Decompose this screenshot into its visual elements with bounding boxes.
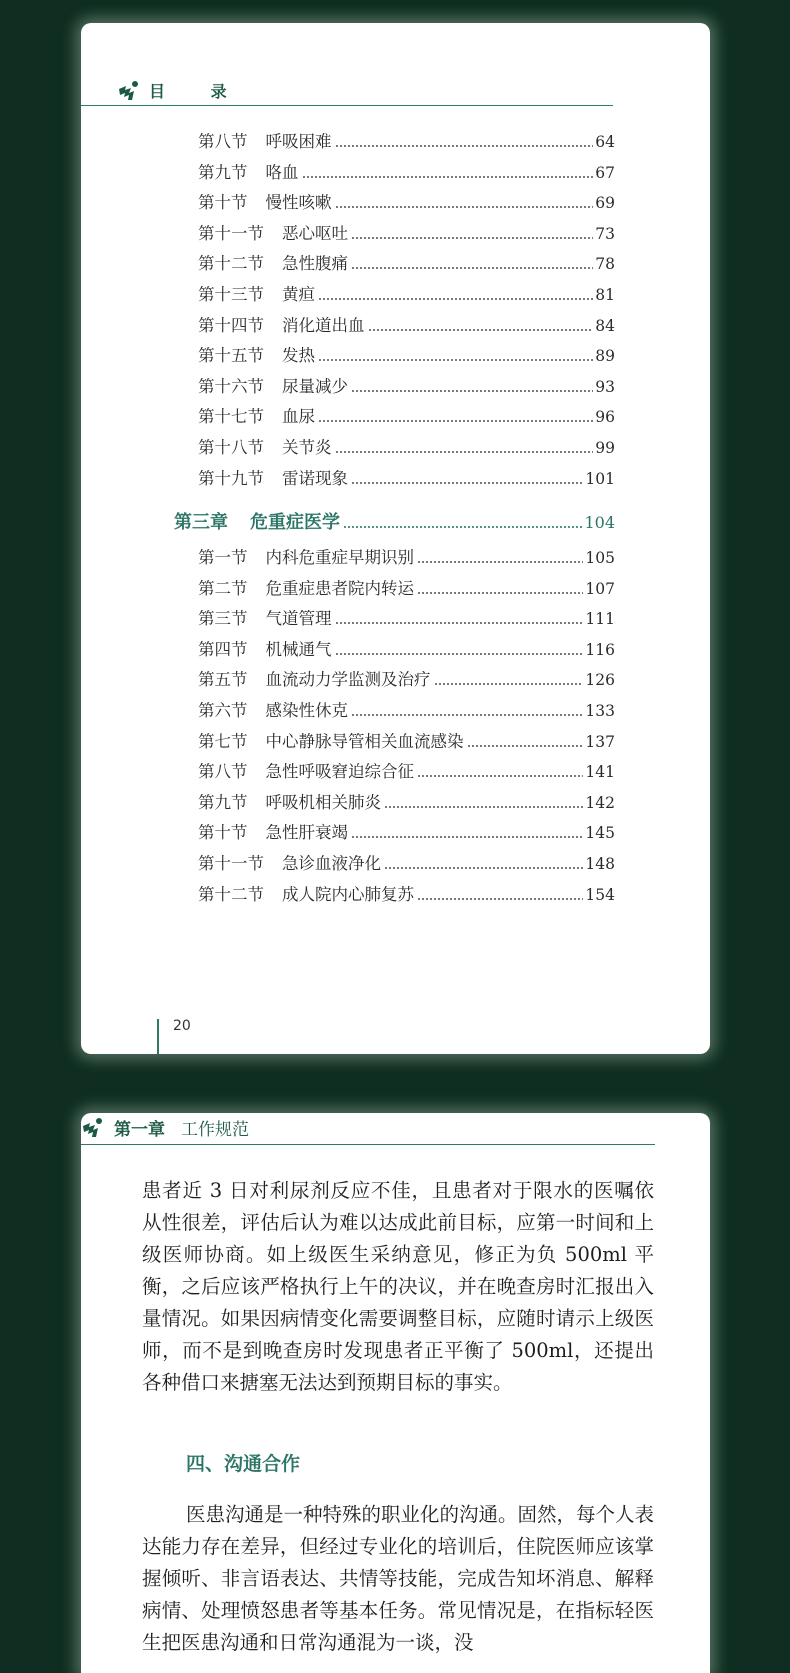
content-page (81, 1113, 710, 1673)
toc-entry (198, 223, 615, 245)
toc-leader-dots (368, 329, 594, 331)
toc-entry-title: 危重症医学 (250, 512, 340, 533)
toc-entry-title: 急性腹痛 (282, 254, 348, 274)
body-paragraph: 医患沟通是一种特殊的职业化的沟通。固然，每个人表达能力存在差异，但经过专业化的培训后，住院医师应该掌握倾听、非言语表达、共情等技能，完成告知坏消息、解释病情、处理愤怒患者等基本任务。常见情况是，在指标轻医生把医患沟通和日常沟通混为一谈，没 (142, 1503, 655, 1654)
toc-leader-dots (434, 683, 584, 685)
toc-entry-title: 雷诺现象 (282, 468, 348, 488)
toc-entry-page: 111 (585, 610, 615, 629)
toc-chapter-entry (174, 510, 615, 536)
toc-entry (198, 669, 615, 691)
toc-entry-page: 101 (585, 469, 615, 488)
toc-entry (198, 884, 615, 906)
toc-entry-title: 血流动力学监测及治疗 (265, 670, 431, 690)
toc-entry-page: 141 (585, 763, 615, 782)
toc-entry-number: 第八节 (198, 762, 248, 782)
toc-leader-dots (417, 592, 583, 594)
toc-entry-page: 89 (595, 347, 615, 366)
toc-entry-number: 第七节 (198, 731, 248, 751)
toc-leader-dots (318, 298, 593, 300)
toc-entry-number: 第四节 (198, 639, 248, 659)
running-head-section: 工作规范 (181, 1120, 249, 1140)
toc-leader-dots (351, 237, 593, 239)
toc-entry-title: 急诊血液净化 (282, 854, 381, 873)
toc-entry-page: 154 (585, 885, 615, 904)
toc-entry-title: 关节炎 (282, 438, 332, 457)
toc-entry-title: 血尿 (282, 407, 315, 427)
toc-entry-page: 104 (584, 513, 615, 532)
toc-entry (198, 822, 615, 844)
toc-leader-dots (417, 775, 583, 777)
toc-entry-title: 消化道出血 (282, 315, 365, 335)
toc-entry-title: 急性呼吸窘迫综合征 (265, 762, 414, 782)
toc-entry-page: 69 (595, 194, 615, 213)
toc-entry-title: 危重症患者院内转运 (265, 578, 414, 598)
header-rule (81, 1144, 655, 1145)
toc-leader-dots (318, 420, 593, 422)
toc-entry-number: 第十四节 (198, 315, 264, 335)
chapter-header (81, 1115, 249, 1140)
toc-leader-dots (417, 898, 583, 900)
toc-leader-dots (384, 867, 583, 869)
toc-entry-title: 黄疸 (282, 285, 315, 304)
toc-entry-number: 第一节 (198, 548, 248, 567)
toc-entry-page: 145 (585, 824, 615, 843)
toc-entry (198, 284, 615, 306)
toc-entry-title: 成人院内心肺复苏 (282, 884, 414, 904)
toc-leader-dots (384, 806, 583, 808)
book-logo-icon (117, 80, 141, 102)
toc-entry-page: 148 (585, 855, 615, 873)
toc-entry-number: 第十八节 (198, 438, 264, 457)
toc-entry (198, 131, 615, 153)
toc-entry-page: 137 (585, 732, 615, 751)
toc-entry-page: 84 (595, 316, 615, 335)
toc-entry-title: 呼吸困难 (265, 132, 332, 151)
toc-leader-dots (467, 745, 584, 747)
toc-entry-number: 第三节 (198, 609, 248, 629)
toc-header (117, 79, 247, 102)
toc-leader-dots (351, 267, 593, 269)
toc-entry-number: 第十节 (198, 823, 248, 843)
toc-entry-number: 第六节 (198, 701, 248, 720)
toc-entry-number: 第五节 (198, 670, 248, 690)
toc-leader-dots (335, 145, 594, 147)
toc-leader-dots (335, 451, 594, 453)
toc-entry-page: 78 (595, 255, 615, 274)
toc-entry-number: 第十三节 (198, 285, 264, 304)
toc-entry (198, 608, 615, 630)
toc-entry-title: 感染性休克 (265, 701, 348, 720)
toc-entry (198, 639, 615, 661)
toc-entry (198, 437, 615, 459)
toc-entry-number: 第十七节 (198, 407, 264, 427)
page-number: 20 (173, 1018, 191, 1034)
toc-entry (198, 376, 615, 398)
toc-leader-dots (302, 176, 594, 178)
toc-entry-number: 第九节 (198, 162, 248, 182)
toc-entry (198, 253, 615, 275)
toc-leader-dots (351, 390, 593, 392)
toc-entry-page: 107 (585, 579, 615, 598)
toc-entry (198, 700, 615, 722)
book-logo-icon (81, 1116, 105, 1140)
toc-entry-title: 咯血 (265, 162, 299, 182)
body-paragraph: 患者近 3 日对利尿剂反应不佳，且患者对于限水的医嘱依从性很差，评估后认为难以达成此前目标，应第一时间和上级医师协商。如上级医生采纳意见，修正为负 500ml 平衡，之后应该严格执行上午的决议，并在晚查房时汇报出入量情况。如果因病情变化需要调整目标，应随时请示上级医师，而不是到晚查房时发现患者正平衡了 500ml，还提出各种借口来搪塞无法达到预期目标的事实。 (142, 1179, 654, 1394)
toc-entry-page: 64 (595, 133, 615, 151)
toc-leader-dots (351, 836, 583, 838)
toc-entry-title: 内科危重症早期识别 (265, 548, 414, 567)
toc-entry-page: 67 (595, 163, 615, 182)
toc-entry-number: 第十节 (198, 193, 248, 213)
toc-entry-page: 142 (585, 793, 615, 812)
toc-entry-number: 第十九节 (198, 468, 264, 488)
toc-entry-page: 73 (595, 224, 615, 243)
toc-entry-page: 93 (595, 377, 615, 396)
toc-entry (198, 345, 615, 367)
toc-entry-number: 第八节 (198, 132, 248, 151)
toc-entry-title: 急性肝衰竭 (265, 823, 348, 843)
toc-entry-page: 126 (585, 671, 615, 690)
toc-entry-page: 133 (585, 702, 615, 720)
toc-entry-number: 第九节 (198, 792, 248, 812)
toc-entry-number: 第十五节 (198, 346, 264, 366)
toc-entry (198, 406, 615, 428)
toc-entry-number: 第十二节 (198, 884, 264, 904)
toc-leader-dots (335, 622, 584, 624)
toc-entry-number: 第十二节 (198, 254, 264, 274)
toc-leader-dots (335, 653, 584, 655)
toc-entry (198, 547, 615, 569)
toc-title: 目 录 (149, 82, 247, 101)
toc-leader-dots (417, 561, 583, 563)
toc-leader-dots (351, 714, 583, 716)
toc-entry (198, 578, 615, 600)
toc-entry-title: 气道管理 (265, 609, 332, 629)
toc-entry-page: 81 (595, 286, 615, 304)
section-heading: 四、沟通合作 (186, 1453, 301, 1475)
folio-bar (157, 1019, 159, 1054)
toc-entry-title: 发热 (282, 346, 315, 366)
toc-entry-page: 96 (595, 408, 615, 427)
toc-entry (198, 192, 615, 214)
toc-entry (198, 162, 615, 184)
toc-leader-dots (318, 359, 593, 361)
toc-entry-number: 第十一节 (198, 854, 264, 873)
toc-entry (198, 468, 615, 490)
toc-entry-number: 第十一节 (198, 223, 264, 243)
toc-entry (198, 792, 615, 814)
toc-entry-page: 99 (595, 439, 615, 457)
toc-leader-dots (343, 526, 582, 528)
toc-entry (198, 315, 615, 337)
toc-leader-dots (351, 482, 583, 484)
toc-entry-number: 第二节 (198, 578, 248, 598)
toc-entry-title: 慢性咳嗽 (265, 193, 332, 213)
toc-entry-page: 116 (585, 640, 615, 659)
running-head-chapter: 第一章 (114, 1120, 165, 1140)
toc-entry-title: 中心静脉导管相关血流感染 (265, 731, 464, 751)
toc-leader-dots (335, 206, 594, 208)
toc-entry-page: 105 (585, 549, 615, 567)
toc-entry-title: 呼吸机相关肺炎 (265, 792, 381, 812)
toc-entry (198, 761, 615, 783)
toc-entry-number: 第三章 (174, 512, 228, 533)
toc-page (81, 23, 710, 1054)
header-rule (81, 105, 613, 106)
toc-entry-title: 尿量减少 (282, 376, 348, 396)
toc-entry-title: 恶心呕吐 (282, 223, 348, 243)
toc-entry-title: 机械通气 (265, 639, 332, 659)
toc-entry-number: 第十六节 (198, 376, 264, 396)
toc-entry (198, 853, 615, 875)
toc-entry (198, 731, 615, 753)
